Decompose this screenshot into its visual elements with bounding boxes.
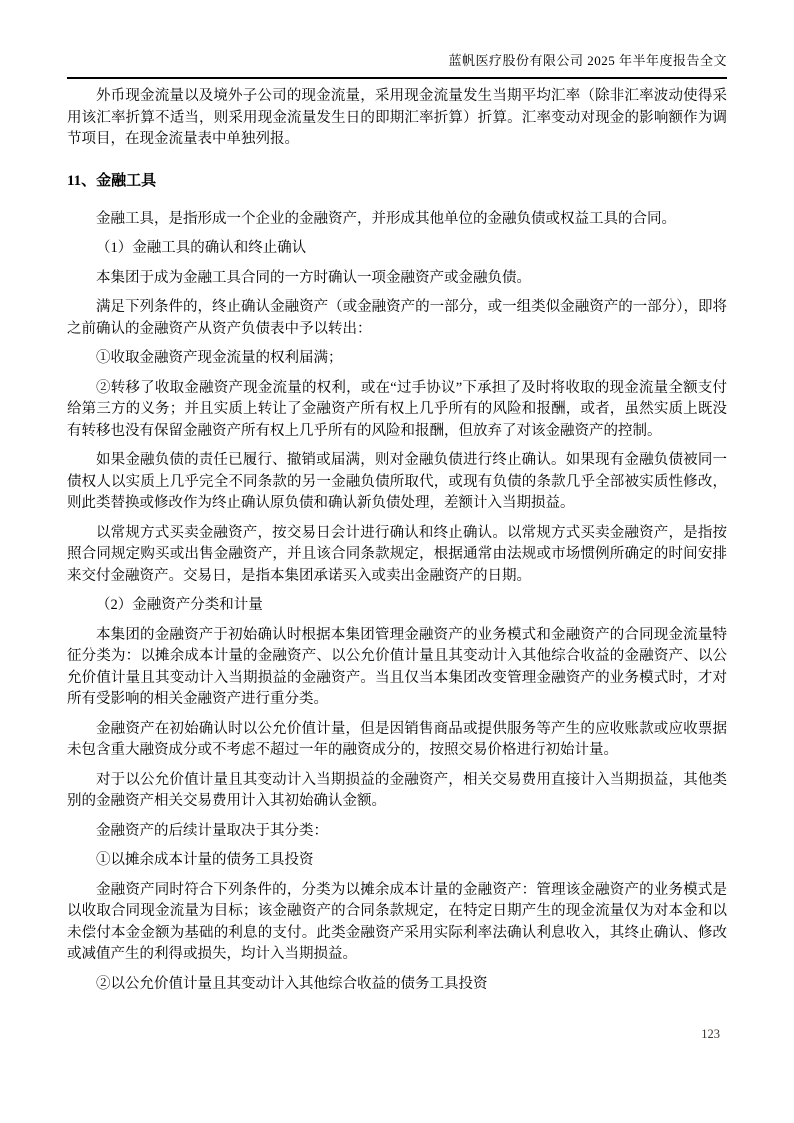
document-content (67, 86, 727, 1003)
paragraph-fx-cash-flow-translation: 外币现金流量以及境外子公司的现金流量，采用现金流量发生当期平均汇率（除非汇率波动使得采用该汇率折算不适当，则采用现金流量发生日的即期汇率折算）折算。汇率变动对现金的影响额作为调节项目，在现金流量表中单独列报。 (67, 88, 727, 147)
paragraph-subsequent-measurement: 金融资产的后续计量取决于其分类： (96, 822, 328, 839)
paragraph-amortized-cost-conditions: 金融资产同时符合下列条件的，分类为以摊余成本计量的金融资产：管理该金融资产的业务模式是以收取合同现金流量为目标；该金融资产的合同条款规定，在特定日期产生的现金流量仅为对本金和以未偿付本金金额为基础的利息的支付。此类金融资产采用实际利率法确认利息收入，其终止确认、修改或减值产生的利得或损失，均计入当期损益。 (67, 881, 727, 962)
section-heading-financial-instruments: 11、金融工具 (67, 172, 157, 189)
list-item-transfer-rights: ②转移了收取金融资产现金流量的权利，或在“过手协议”下承担了及时将收取的现金流量全额支付给第三方的义务；并且实质上转让了金融资产所有权上几乎所有的风险和报酬，或者，虽然实质上既没有转移也没有保留金融资产所有权上几乎所有的风险和报酬，但放弃了对该金融资产的控制。 (67, 379, 727, 439)
paragraph-transaction-costs: 对于以公允价值计量且其变动计入当期损益的金融资产，相关交易费用直接计入当期损益，其他类别的金融资产相关交易费用计入其初始确认金额。 (67, 771, 727, 809)
paragraph-initial-recognition: 本集团于成为金融工具合同的一方时确认一项金融资产或金融负债。 (96, 269, 531, 286)
paragraph-financial-instruments-definition: 金融工具，是指形成一个企业的金融资产，并形成其他单位的金融负债或权益工具的合同。 (96, 210, 676, 227)
header-title: 蓝帆医疗股份有限公司 2025 年半年度报告全文 (448, 53, 727, 68)
list-item-rights-expire: ①收取金融资产现金流量的权利届满； (96, 350, 343, 366)
page-header (67, 52, 727, 79)
paragraph-liability-derecognition: 如果金融负债的责任已履行、撤销或届满，则对金融负债进行终止确认。如果现有金融负债被同一债权人以实质上几乎完全不同条款的另一金融负债所取代，或现有负债的条款几乎全部被实质性修改，则此类替换或修改作为终止确认原负债和确认新负债处理，差额计入当期损益。 (67, 452, 727, 511)
subheading-classification-measurement: （2）金融资产分类和计量 (96, 597, 263, 613)
paragraph-classification-basis: 本集团的金融资产于初始确认时根据本集团管理金融资产的业务模式和金融资产的合同现金流量特征分类为：以摊余成本计量的金融资产、以公允价值计量且其变动计入其他综合收益的金融资产、以公允价值计量且其变动计入当期损益的金融资产。当且仅当本集团改变管理金融资产的业务模式时，才对所有受影响的相关金融资产进行重分类。 (67, 626, 727, 707)
paragraph-initial-measurement: 金融资产在初始确认时以公允价值计量，但是因销售商品或提供服务等产生的应收账款或应收票据未包含重大融资成分或不考虑不超过一年的融资成分的，按照交易价格进行初始计量。 (67, 720, 727, 758)
subheading-recognition-derecognition: （1）金融工具的确认和终止确认 (96, 240, 307, 256)
paragraph-derecognition-conditions: 满足下列条件的，终止确认金融资产（或金融资产的一部分，或一组类似金融资产的一部分），即将之前确认的金融资产从资产负债表中予以转出： (67, 299, 727, 337)
page-number: 123 (701, 1027, 720, 1041)
list-item-fvoci-debt: ②以公允价值计量且其变动计入其他综合收益的债务工具投资 (96, 975, 488, 992)
page-footer (701, 1026, 720, 1042)
list-item-amortized-cost-debt: ①以摊余成本计量的债务工具投资 (96, 852, 314, 868)
paragraph-regular-way-trades: 以常规方式买卖金融资产，按交易日会计进行确认和终止确认。以常规方式买卖金融资产，是指按照合同规定购买或出售金融资产，并且该合同条款规定，根据通常由法规或市场惯例所确定的时间安排来交付金融资产。交易日，是指本集团承诺买入或卖出金融资产的日期。 (67, 524, 727, 584)
